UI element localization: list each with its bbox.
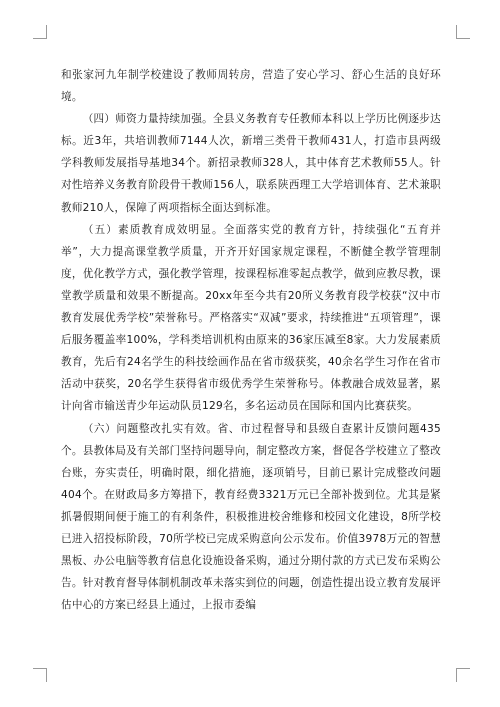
- page-corner-mark-bottom-right: [456, 668, 470, 682]
- paragraph-teacher-strength: （四）师资力量持续加强。全县义务教育专任教师本科以上学历比例逐步达标。近3年，共培训教师7144人次，新增三类骨干教师431人，打造市县两级学科教师发展指导基地34个。新招录教师328人，其中体育艺术教师55人。针对性培养义务教育阶段骨干教师156人，联系陕西理工大学培训体育、艺术兼职教师210人，保障了两项指标全面达到标准。: [61, 113, 441, 214]
- page-corner-mark-top-right: [456, 25, 470, 39]
- paragraph-quality-education: （五）素质教育成效明显。全面落实党的教育方针，持续强化“五育并举”，大力提高课堂教学质量，开齐开好国家规定课程，不断健全教学管理制度，优化教学方式，强化教学管理，按课程标准零起点教学，做到应教尽教，课堂教学质量和效果不断提高。20xx年至今共有20所义务教育段学校获“汉中市教育发展优秀学校”荣誉称号。严格落实“双减”要求，持续推进“五项管理”，课后服务覆盖率100%，学科类培训机构由原来的36家压减至8家。大力发展素质教育，先后有24名学生的科技绘画作品在省市级获奖，40余名学生习作在省市活动中获奖，20名学生获得省市级优秀学生荣誉称号。体教融合成效显著，累计向省市输送青少年运动队员129名，多名运动员在国际和国内比赛获奖。: [61, 223, 441, 413]
- paragraph-continuation: 和张家河九年制学校建设了教师周转房，营造了安心学习、舒心生活的良好环境。: [61, 69, 441, 104]
- page-corner-mark-bottom-left: [33, 668, 47, 682]
- page-corner-mark-top-left: [33, 25, 47, 39]
- paragraph-rectification: （六）问题整改扎实有效。省、市过程督导和县级自查累计反馈问题435个。县教体局及有关部门坚持问题导向，制定整改方案，督促各学校建立了整改台账，夯实责任，明确时限，细化措施，逐项销号，目前已累计完成整改问题404个。在财政局多方筹措下，教育经费3321万元已全部补拨到位。尤其是紧抓暑假期间便于施工的有利条件，积极推进校舍维修和校园文化建设，8所学校已进入招投标阶段，70所学校已完成采购意向公示发布。价值3978万元的智慧黑板、办公电脑等教育信息化设施设备采购，通过分期付款的方式已发布采购公告。针对教育督导体制机制改革未落实到位的问题，创造性提出设立教育发展评估中心的方案已经县上通过，上报市委编: [61, 422, 441, 612]
- document-body: [61, 64, 441, 616]
